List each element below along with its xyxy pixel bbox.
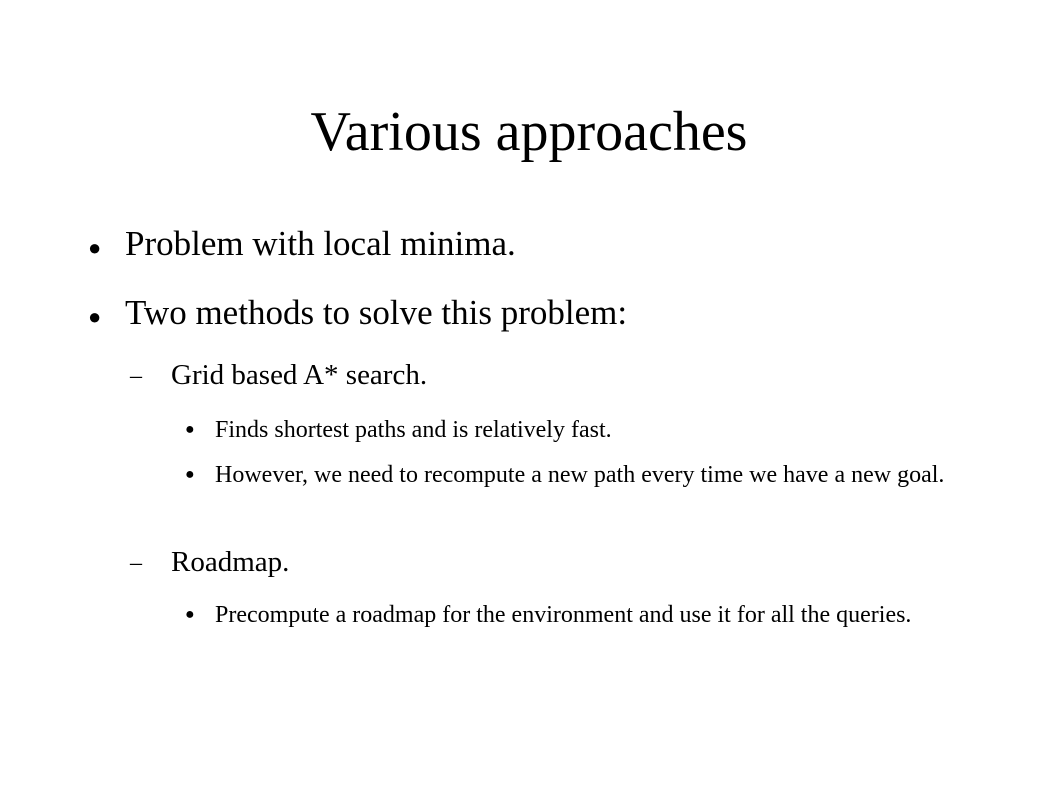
sub-point [0,412,1058,452]
sub-point-text: Finds shortest paths and is relatively fast. [215,417,612,443]
sub-point [0,457,1058,537]
bullet-dot-icon: ● [185,606,195,623]
bullet-dot-icon: ● [88,235,102,260]
bullet-item [0,224,1058,274]
method-item [0,359,1058,399]
method-text: Grid based A* search. [171,359,428,391]
bullet-text: Two methods to solve this problem: [125,293,628,332]
bullet-dot-icon: ● [88,304,102,329]
slide-title: Various approaches [310,101,748,163]
sub-point-text: Precompute a roadmap for the environment and use it for all the queries. [215,602,912,628]
method-text: Roadmap. [171,546,290,578]
bullet-dot-icon: ● [185,466,195,483]
sub-point [0,597,1058,677]
bullet-text: Problem with local minima. [125,224,516,263]
method-item [0,546,1058,586]
bullet-item [0,293,1058,343]
sub-point-text: However, we need to recompute a new path every time we have a new goal. [215,462,945,488]
dash-icon: – [130,363,142,389]
dash-icon: – [130,550,142,576]
bullet-dot-icon: ● [185,421,195,438]
